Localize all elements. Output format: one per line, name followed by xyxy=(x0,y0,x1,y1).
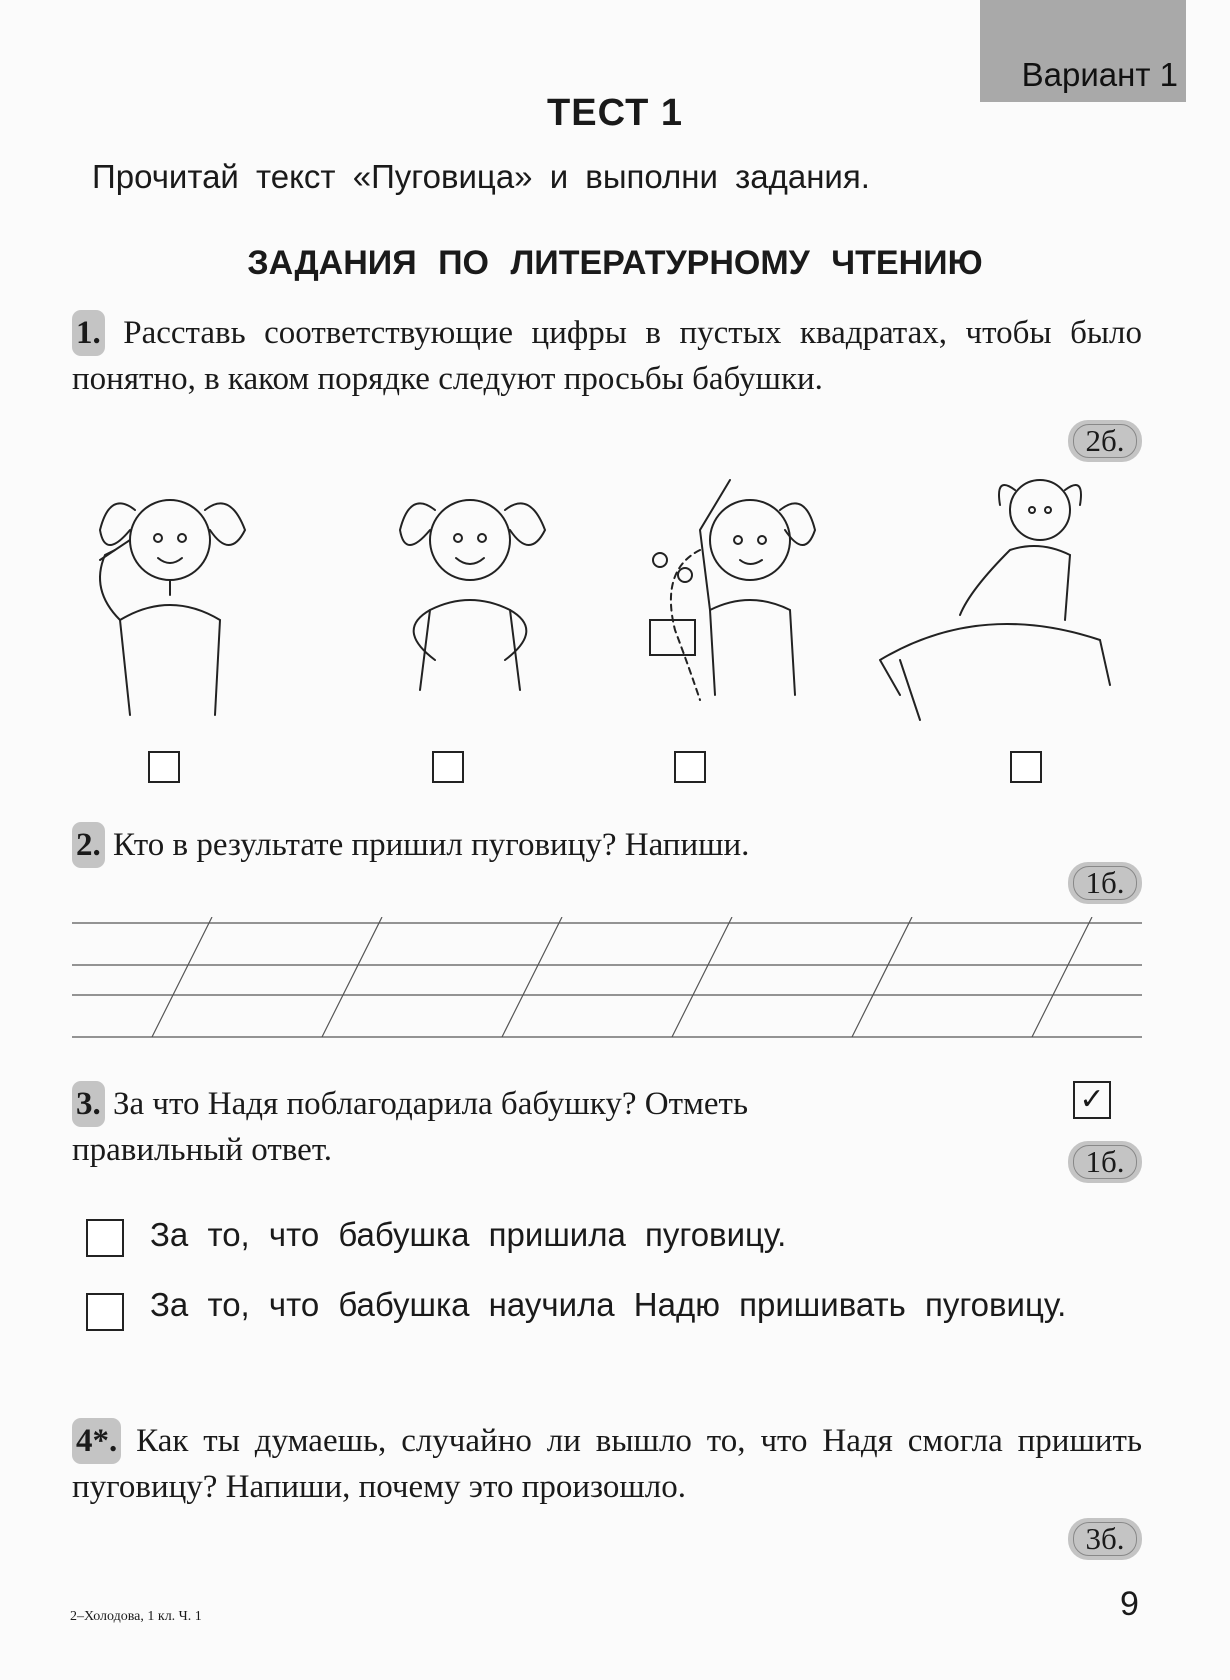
answer-checkbox-1[interactable] xyxy=(86,1219,124,1257)
writing-lines[interactable] xyxy=(72,917,1142,1047)
order-box-3[interactable] xyxy=(674,751,706,783)
question-number: 2. xyxy=(72,822,105,868)
answer-option-1[interactable]: За то, что бабушка пришила пуговицу. xyxy=(150,1216,787,1253)
score-badge: 1б. xyxy=(1068,862,1142,904)
order-box-2[interactable] xyxy=(432,751,464,783)
question-number: 4*. xyxy=(72,1418,121,1464)
variant-label: Вариант 1 xyxy=(1021,56,1178,93)
instruction: Прочитай текст «Пуговица» и выполни задания. xyxy=(92,158,870,195)
girl-sewing-illustration xyxy=(650,480,815,700)
question-text-cont: правильный ответ. xyxy=(72,1132,333,1168)
question-text: За что Надя поблагодарила бабушку? Отметь xyxy=(113,1086,749,1122)
page-number: 9 xyxy=(1120,1585,1139,1623)
question-3 xyxy=(72,1081,1112,1173)
question-2 xyxy=(72,822,1082,868)
order-box-4[interactable] xyxy=(1010,751,1042,783)
score-badge: 2б. xyxy=(1068,420,1142,462)
question-text: Как ты думаешь, случайно ли вышло то, что Надя смогла пришить пуговицу? Напиши, почему это произошло. xyxy=(72,1423,1143,1505)
test-title: ТЕСТ 1 xyxy=(547,92,683,134)
score-badge: 1б. xyxy=(1068,1141,1142,1183)
score-badge: 3б. xyxy=(1068,1518,1142,1560)
order-box-1[interactable] xyxy=(148,751,180,783)
girl-hands-on-hips-illustration xyxy=(400,500,545,690)
question-number: 1. xyxy=(72,310,105,356)
question-1 xyxy=(72,310,1142,402)
answer-checkbox-2[interactable] xyxy=(86,1293,124,1331)
check-mark-example: ✓ xyxy=(1073,1081,1111,1119)
girl-ironing-illustration xyxy=(880,480,1110,720)
variant-label-box xyxy=(980,0,1186,102)
answer-option-2[interactable]: За то, что бабушка научила Надю пришивать пуговицу. xyxy=(150,1286,1067,1323)
footer-note: 2–Холодова, 1 кл. Ч. 1 xyxy=(70,1609,202,1624)
section-title: ЗАДАНИЯ ПО ЛИТЕРАТУРНОМУ ЧТЕНИЮ xyxy=(247,244,983,282)
question-number: 3. xyxy=(72,1081,105,1127)
girl-combing-illustration xyxy=(100,500,245,715)
illustrations xyxy=(80,470,1150,730)
question-text: Кто в результате пришил пуговицу? Напиши. xyxy=(113,827,750,863)
question-text: Расставь соответствующие цифры в пустых квадратах, чтобы было понятно, в каком порядке следуют просьбы бабушки. xyxy=(72,315,1142,397)
question-4 xyxy=(72,1418,1142,1510)
